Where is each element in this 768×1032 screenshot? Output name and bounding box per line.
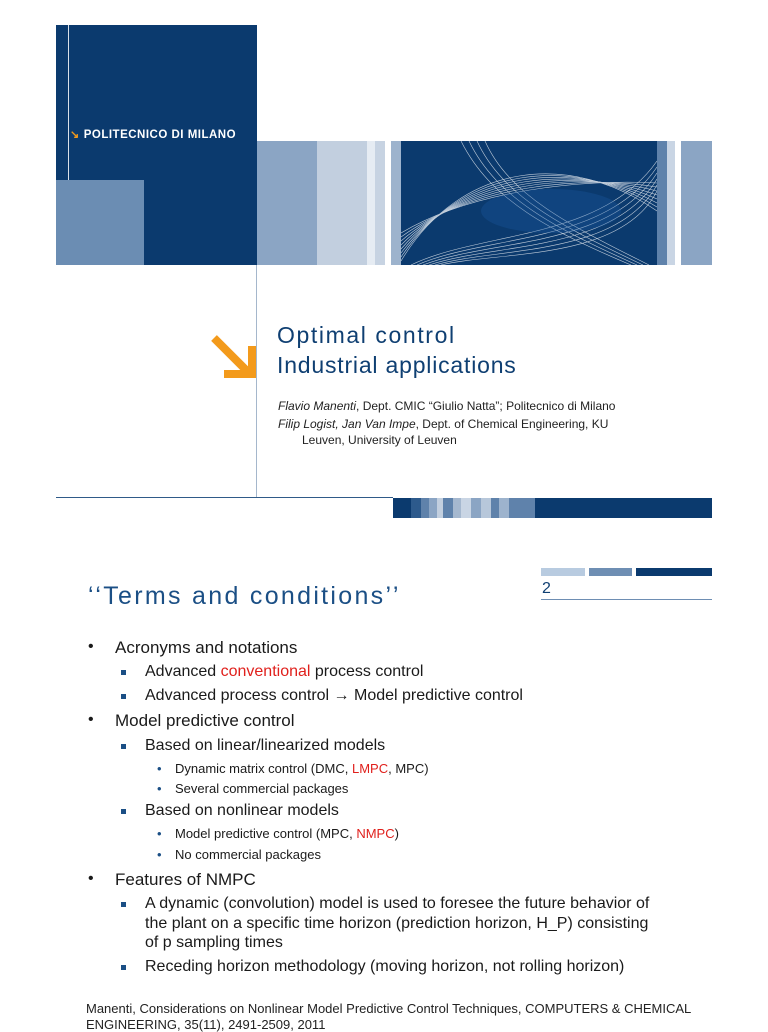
wave-pattern-graphic (401, 141, 657, 265)
text-segment: Model predictive control (349, 687, 523, 704)
footer-citation-line-2: ENGINEERING, 35(11), 2491-2509, 2011 (86, 1017, 326, 1032)
bullet-conventional-control (145, 663, 423, 681)
text-segment: Model predictive control (MPC, (175, 826, 357, 841)
bullet-dot-icon: • (88, 870, 94, 887)
bullet-dot-icon: • (88, 711, 94, 728)
logo-arrow-icon: ↘ (70, 129, 80, 141)
footer-citation-line-1: Manenti, Considerations on Nonlinear Model Predictive Control Techniques, COMPUTERS & CHEMICAL (86, 1001, 692, 1016)
bullet-commercial-packages: Several commercial packages (175, 781, 349, 796)
bullet-dynamic-model-line1: A dynamic (convolution) model is used to foresee the future behavior of (145, 895, 650, 912)
author-affiliation: Leuven, University of Leuven (302, 433, 457, 447)
bullet-model-predictive-control: Model predictive control (115, 711, 295, 730)
university-logo (70, 128, 236, 141)
square-bullet-icon (121, 809, 126, 814)
orange-arrow-icon (208, 332, 258, 382)
bottom-decorative-band (393, 498, 712, 518)
bullet-nmpc (175, 826, 399, 841)
square-bullet-icon (121, 694, 126, 699)
author-affiliation: , Dept. of Chemical Engineering, KU (415, 417, 609, 431)
small-bullet-icon: • (157, 847, 162, 862)
bullet-dynamic-model-line3: of p sampling times (145, 934, 283, 951)
square-bullet-icon (121, 744, 126, 749)
header-bar-dark (636, 568, 712, 576)
text-segment: Advanced process control (145, 687, 334, 704)
page-number: 2 (542, 580, 551, 597)
small-bullet-icon: • (157, 761, 162, 776)
author-names: Filip Logist, Jan Van Impe (278, 417, 416, 431)
page-number-rule (541, 599, 712, 600)
highlight-text: conventional (220, 663, 311, 680)
text-segment: ) (394, 826, 399, 841)
author-line (278, 399, 615, 413)
bullet-dynamic-model-line2: the plant on a specific time horizon (prediction horizon, H_P) consisting (145, 915, 649, 932)
bullet-acronyms: Acronyms and notations (115, 638, 298, 657)
decorative-stripe-band (257, 141, 712, 265)
small-bullet-icon: • (157, 826, 162, 841)
highlight-text: NMPC (356, 826, 395, 841)
bullet-receding-horizon: Receding horizon methodology (moving horizon, not rolling horizon) (145, 958, 625, 975)
author-line (278, 417, 608, 431)
text-segment: process control (310, 663, 424, 680)
small-bullet-icon: • (157, 781, 162, 796)
text-segment: Dynamic matrix control (DMC, (175, 761, 352, 776)
highlight-text: LMPC (351, 761, 389, 776)
square-bullet-icon (121, 965, 126, 970)
text-segment: , MPC) (388, 761, 429, 776)
author-line (302, 433, 457, 447)
content-slide-title: ‘‘Terms and conditions’’ (88, 582, 401, 610)
bullet-features-nmpc: Features of NMPC (115, 870, 256, 889)
header-bar-medium (589, 568, 632, 576)
slide-title-line-1: Optimal control (277, 322, 456, 348)
bullet-dot-icon: • (88, 638, 94, 655)
bullet-dmc (175, 761, 429, 776)
square-bullet-icon (121, 670, 126, 675)
right-arrow-icon: → (333, 687, 350, 704)
square-bullet-icon (121, 902, 126, 907)
logo-text: POLITECNICO DI MILANO (83, 129, 237, 141)
text-segment: Advanced (145, 663, 221, 680)
bullet-apc-mpc (145, 687, 523, 705)
slide-title-line-2: Industrial applications (277, 352, 517, 378)
author-affiliation: , Dept. CMIC “Giulio Natta”; Politecnico di Milano (356, 399, 616, 413)
logo-square (56, 180, 144, 265)
header-bar-light (541, 568, 585, 576)
bullet-linear-models: Based on linear/linearized models (145, 737, 386, 754)
author-names: Flavio Manenti (278, 399, 357, 413)
bullet-no-commercial-packages: No commercial packages (175, 847, 321, 862)
bullet-nonlinear-models: Based on nonlinear models (145, 802, 339, 819)
horizontal-rule (56, 497, 393, 498)
